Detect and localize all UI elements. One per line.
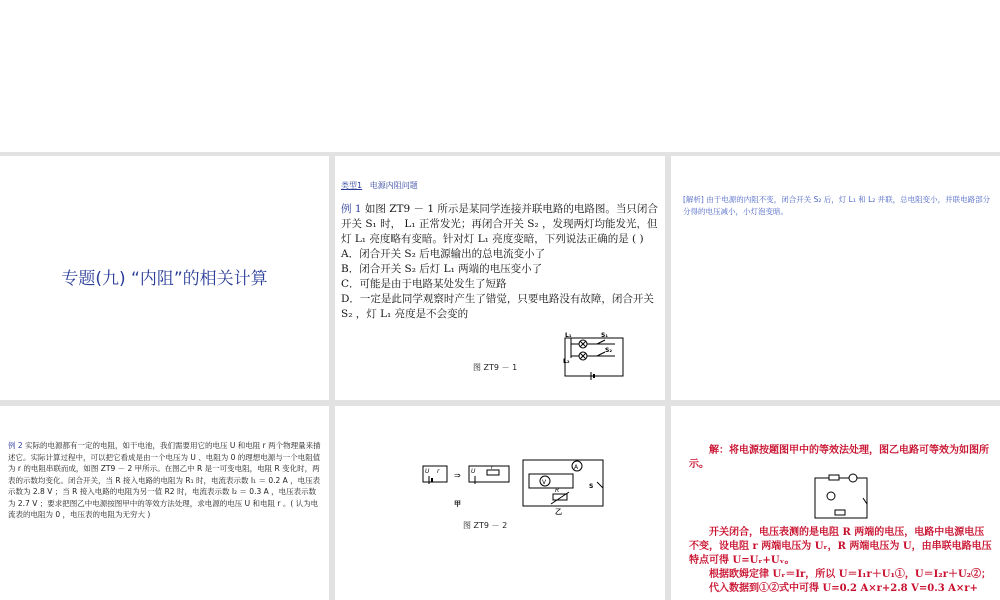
solution-para-2: 根据欧姆定律 Uᵣ＝Ir，所以 U＝I₁r＋U₁①，U＝I₂r＋U₂②； — [709, 569, 992, 580]
slide-thumbnail-1[interactable] — [0, 156, 329, 400]
circuit-diagram-zt9-1 — [561, 328, 625, 380]
equivalent-circuit-diagram — [811, 472, 871, 522]
solution-intro-text: 解：将电源按题图甲中的等效法处理，图乙电路可等效为如图所示。 — [689, 445, 989, 470]
slide-thumbnail-2[interactable] — [335, 156, 665, 400]
option-a: A．闭合开关 S₂ 后电源输出的总电流变小了 — [341, 248, 546, 260]
label-u-b: U — [471, 468, 476, 475]
type-heading — [341, 180, 418, 191]
example-2-body — [8, 440, 322, 521]
label-r-a: r — [437, 468, 440, 475]
slide-thumbnail-6[interactable] — [671, 406, 1000, 600]
slide-thumbnail-5[interactable] — [335, 406, 665, 600]
question-text: 如图 ZT9 － 1 所示是某同学连接并联电路的电路图。当只闭合开关 S₁ 时， L₁ 正常发光；再闭合开关 S₂ ，发现两灯均能发光，但灯 L₁ 亮度略有变暗。针对灯 L₁ 亮度变暗，下列说法正确的是 ( ) — [341, 203, 658, 245]
label-u-a: U — [425, 468, 430, 475]
type-number: 1 — [357, 181, 363, 190]
example-2-label: 例 2 — [8, 441, 23, 450]
label-l2: L₂ — [563, 358, 570, 365]
solution-body — [689, 526, 993, 596]
ammeter-icon: A — [574, 464, 579, 471]
slide-thumbnail-4[interactable] — [0, 406, 329, 600]
figure-caption: 图 ZT9 － 1 — [473, 363, 518, 372]
option-b: B．闭合开关 S₂ 后灯 L₁ 两端的电压变小了 — [341, 263, 543, 275]
question-body — [341, 202, 659, 322]
circuit-diagram-zt9-2 — [417, 458, 617, 518]
figure-caption-2: 图 ZT9 － 2 — [463, 521, 508, 530]
example-label: 例 1 — [341, 203, 362, 215]
slide-thumbnail-3[interactable] — [671, 156, 1000, 400]
solution-para-3: 代入数据到①②式中可得 U=0.2 A×r+2.8 V=0.3 A×r+ — [709, 583, 978, 594]
label-jia: 甲 — [454, 500, 461, 508]
label-l1: L₁ — [565, 332, 572, 339]
label-s2: S₂ — [605, 347, 612, 354]
example-2-text: 实际的电源都有一定的电阻，如干电池，我们需要用它的电压 U 和电阻 r 两个物理量来描述它。实际计算过程中，可以把它看成是由一个电压为 U 、电阻为 0 的理想电源与一个电阻值为 r 的电阻串联而成，如图 ZT9 － 2 甲所示。在图乙中 R 是一可变电阻，电阻 R 变化时，两表的示数均变化。闭合开关，当 R 接入电路的电阻为 R₁ 时，电流表示数 I₁ ＝ 0.2 A ，电压表示数为 2.8 V ；当 R 接入电路的电阻为另一值 R2 时，电流表示数 I₂ ＝ 0.3 A ，电压表示数为 2.7 V ；要求把图乙中电源按图甲中的等效方法处理，求电源的电压 U 和电阻 r 。( 认为电流表的电阻为 0 ，电压表的电阻为无穷大 ) — [8, 441, 321, 519]
voltmeter-icon: V — [542, 479, 547, 486]
topic-title: 专题(九) “内阻”的相关计算 — [61, 269, 268, 289]
solution-intro — [689, 444, 993, 472]
analysis-text: [解析] 由于电源的内阻不变，闭合开关 S₂ 后，灯 L₁ 和 L₂ 并联，总电阻变小，并联电路部分分得的电压减小，小灯泡变暗。 — [683, 195, 991, 216]
type-label: 类型 — [341, 181, 357, 190]
solution-para-1: 开关闭合，电压表测的是电阻 R 两端的电压，电路中电源电压不变，设电阻 r 两端电压为 Uᵣ，R 两端电压为 U，由串联电路电压特点可得 U=Uᵣ+Uᵥ。 — [689, 527, 992, 566]
type-title: 电源内阻问题 — [369, 181, 418, 190]
option-c: C．可能是由于电路某处发生了短路 — [341, 278, 507, 290]
label-R: R — [555, 487, 560, 494]
arrow-icon: ⇒ — [454, 471, 461, 480]
label-S: S — [589, 483, 594, 490]
blank-top-area — [0, 0, 1000, 152]
label-s1: S₁ — [601, 332, 608, 339]
label-r-b: r — [491, 464, 494, 471]
label-yi: 乙 — [555, 508, 562, 516]
option-d: D．一定是此同学观察时产生了错觉，只要电路没有故障，闭合开关 S₂ ，灯 L₁ 亮度是不会变的 — [341, 293, 654, 320]
